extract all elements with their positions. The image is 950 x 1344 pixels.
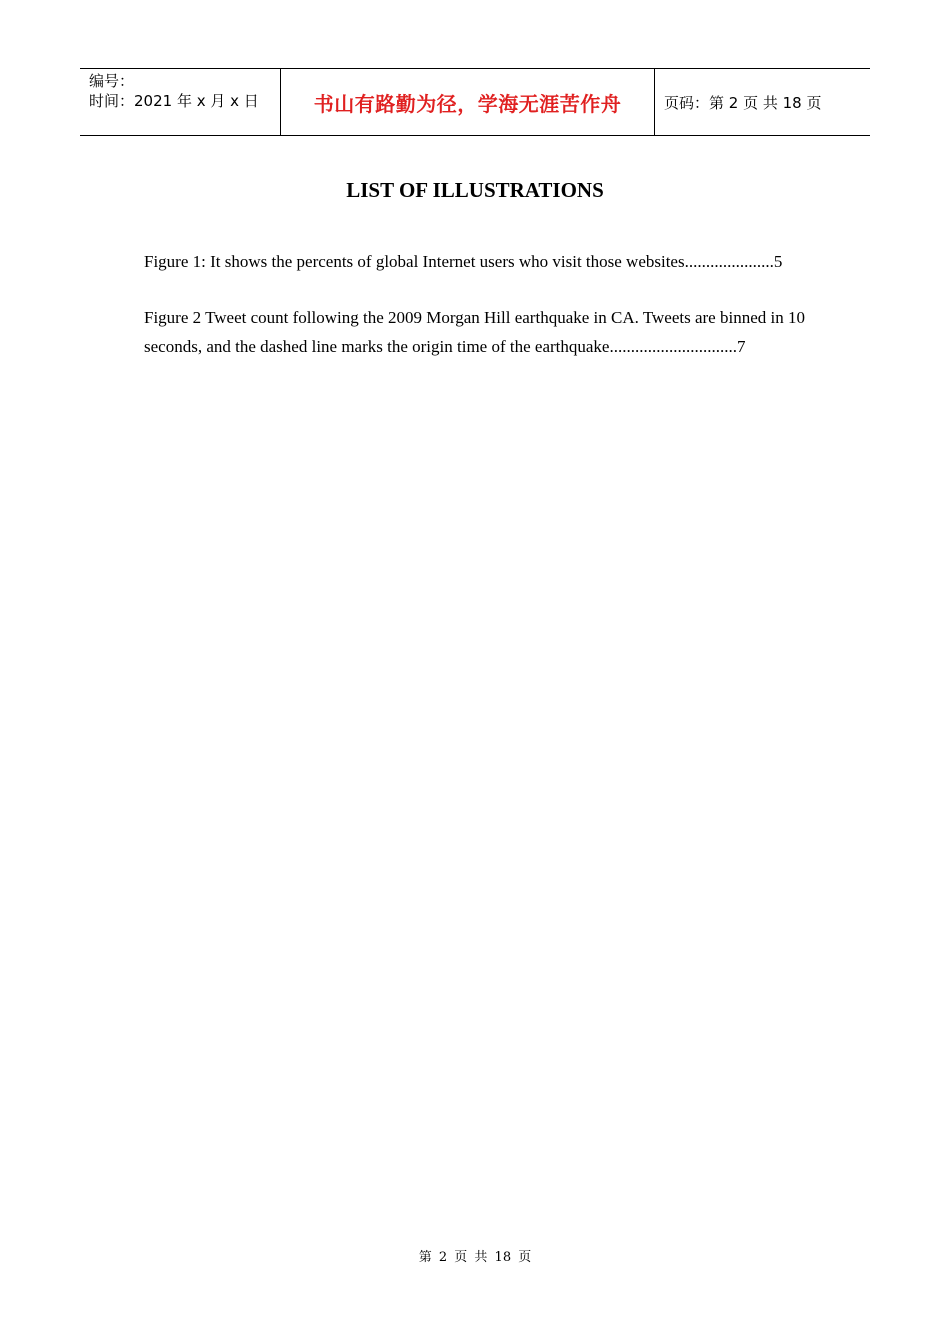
page-header xyxy=(80,68,870,136)
page-title: LIST OF ILLUSTRATIONS xyxy=(346,178,604,202)
header-motto-cell xyxy=(281,69,655,135)
header-page-info: 页码：第 2 页 共 18 页 xyxy=(664,93,822,112)
header-number-label: 编号： xyxy=(89,72,135,90)
header-meta-cell xyxy=(80,69,281,135)
header-motto: 书山有路勤为径，学海无涯苦作舟 xyxy=(313,91,622,116)
page-footer: 第 2 页 共 18 页 xyxy=(418,1250,532,1265)
header-date-label: 时间：2021 年 x 月 x 日 xyxy=(89,92,259,110)
header-page-cell xyxy=(655,69,870,135)
toc-entry-figure-2[interactable]: Figure 2 Tweet count following the 2009 Morgan Hill earthquake in CA. Tweets are binned in 10 seconds, and the dashed line marks the origin time of the earthquake..............................7 xyxy=(144,308,805,356)
toc-entry-figure-1[interactable]: Figure 1: It shows the percents of global Internet users who visit those websites.....................5 xyxy=(144,252,783,271)
illustrations-list xyxy=(144,247,806,388)
